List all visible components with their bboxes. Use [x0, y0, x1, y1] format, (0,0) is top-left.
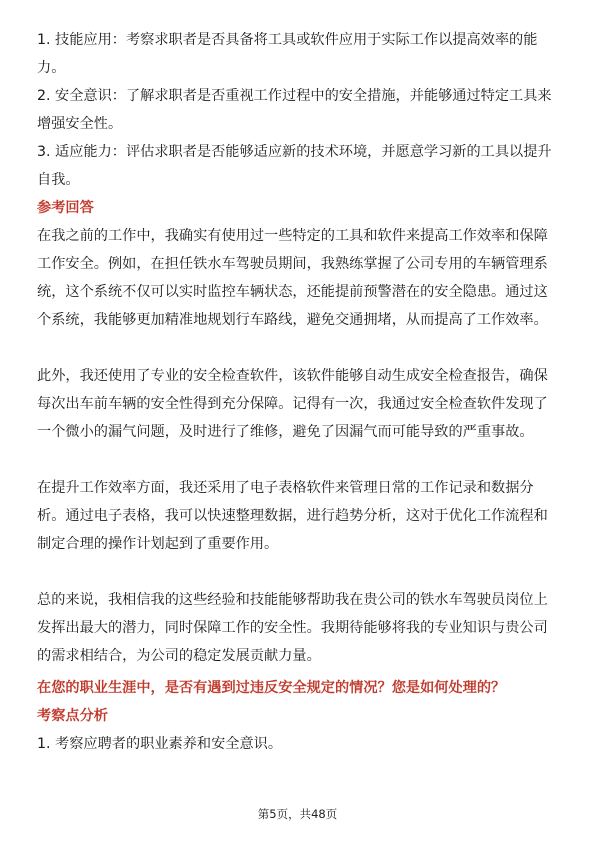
answer-line: 发挥出最大的潜力，同时保障工作的安全性。我期待能够将我的专业知识与贵公司 [37, 620, 548, 636]
answer-line: 工作安全。例如，在担任铁水车驾驶员期间，我熟练掌握了公司专用的车辆管理系 [37, 256, 548, 272]
page-content [37, 26, 558, 758]
answer-line: 在我之前的工作中，我确实有使用过一些特定的工具和软件来提高工作效率和保障 [37, 228, 548, 244]
answer-line: 一个微小的漏气问题，及时进行了维修，避免了因漏气而可能导致的严重事故。 [37, 424, 534, 440]
answer-line: 总的来说，我相信我的这些经验和技能能够帮助我在贵公司的铁水车驾驶员岗位上 [37, 592, 548, 608]
answer-line: 每次出车前车辆的安全性得到充分保障。记得有一次，我通过安全检查软件发现了 [37, 396, 548, 412]
criteria-line: 增强安全性。 [37, 116, 123, 132]
answer-paragraph [37, 586, 558, 670]
analysis-item: 1. 考察应聘者的职业素养和安全意识。 [37, 736, 283, 752]
reference-heading: 参考回答 [37, 200, 94, 216]
criteria-line: 力。 [37, 60, 66, 76]
criteria-list [37, 26, 558, 194]
paragraph-gap [37, 334, 558, 362]
question-heading: 在您的职业生涯中，是否有遇到过违反安全规定的情况？您是如何处理的？ [37, 680, 506, 696]
paragraph-gap [37, 558, 558, 586]
criteria-line: 自我。 [37, 172, 80, 188]
criteria-line: 3. 适应能力：评估求职者是否能够适应新的技术环境，并愿意学习新的工具以提升 [37, 144, 552, 160]
page-footer: 第5页，共48页 [257, 807, 338, 821]
answer-line: 统，这个系统不仅可以实时监控车辆状态，还能提前预警潜在的安全隐患。通过这 [37, 284, 548, 300]
paragraph-gap [37, 446, 558, 474]
answer-paragraph [37, 474, 558, 558]
analysis-heading: 考察点分析 [37, 708, 108, 724]
answer-line: 析。通过电子表格，我可以快速整理数据，进行趋势分析，这对于优化工作流程和 [37, 508, 548, 524]
answer-line: 个系统，我能够更加精准地规划行车路线，避免交通拥堵，从而提高了工作效率。 [37, 312, 548, 328]
answer-paragraph [37, 222, 558, 334]
criteria-line: 1. 技能应用：考察求职者是否具备将工具或软件应用于实际工作以提高效率的能 [37, 32, 538, 48]
answer-line: 制定合理的操作计划起到了重要作用。 [37, 536, 279, 552]
answer-line: 在提升工作效率方面，我还采用了电子表格软件来管理日常的工作记录和数据分 [37, 480, 534, 496]
answer-paragraph [37, 362, 558, 446]
answer-line: 此外，我还使用了专业的安全检查软件，该软件能够自动生成安全检查报告，确保 [37, 368, 548, 384]
criteria-line: 2. 安全意识：了解求职者是否重视工作过程中的安全措施，并能够通过特定工具来 [37, 88, 552, 104]
answer-line: 的需求相结合，为公司的稳定发展贡献力量。 [37, 648, 321, 664]
